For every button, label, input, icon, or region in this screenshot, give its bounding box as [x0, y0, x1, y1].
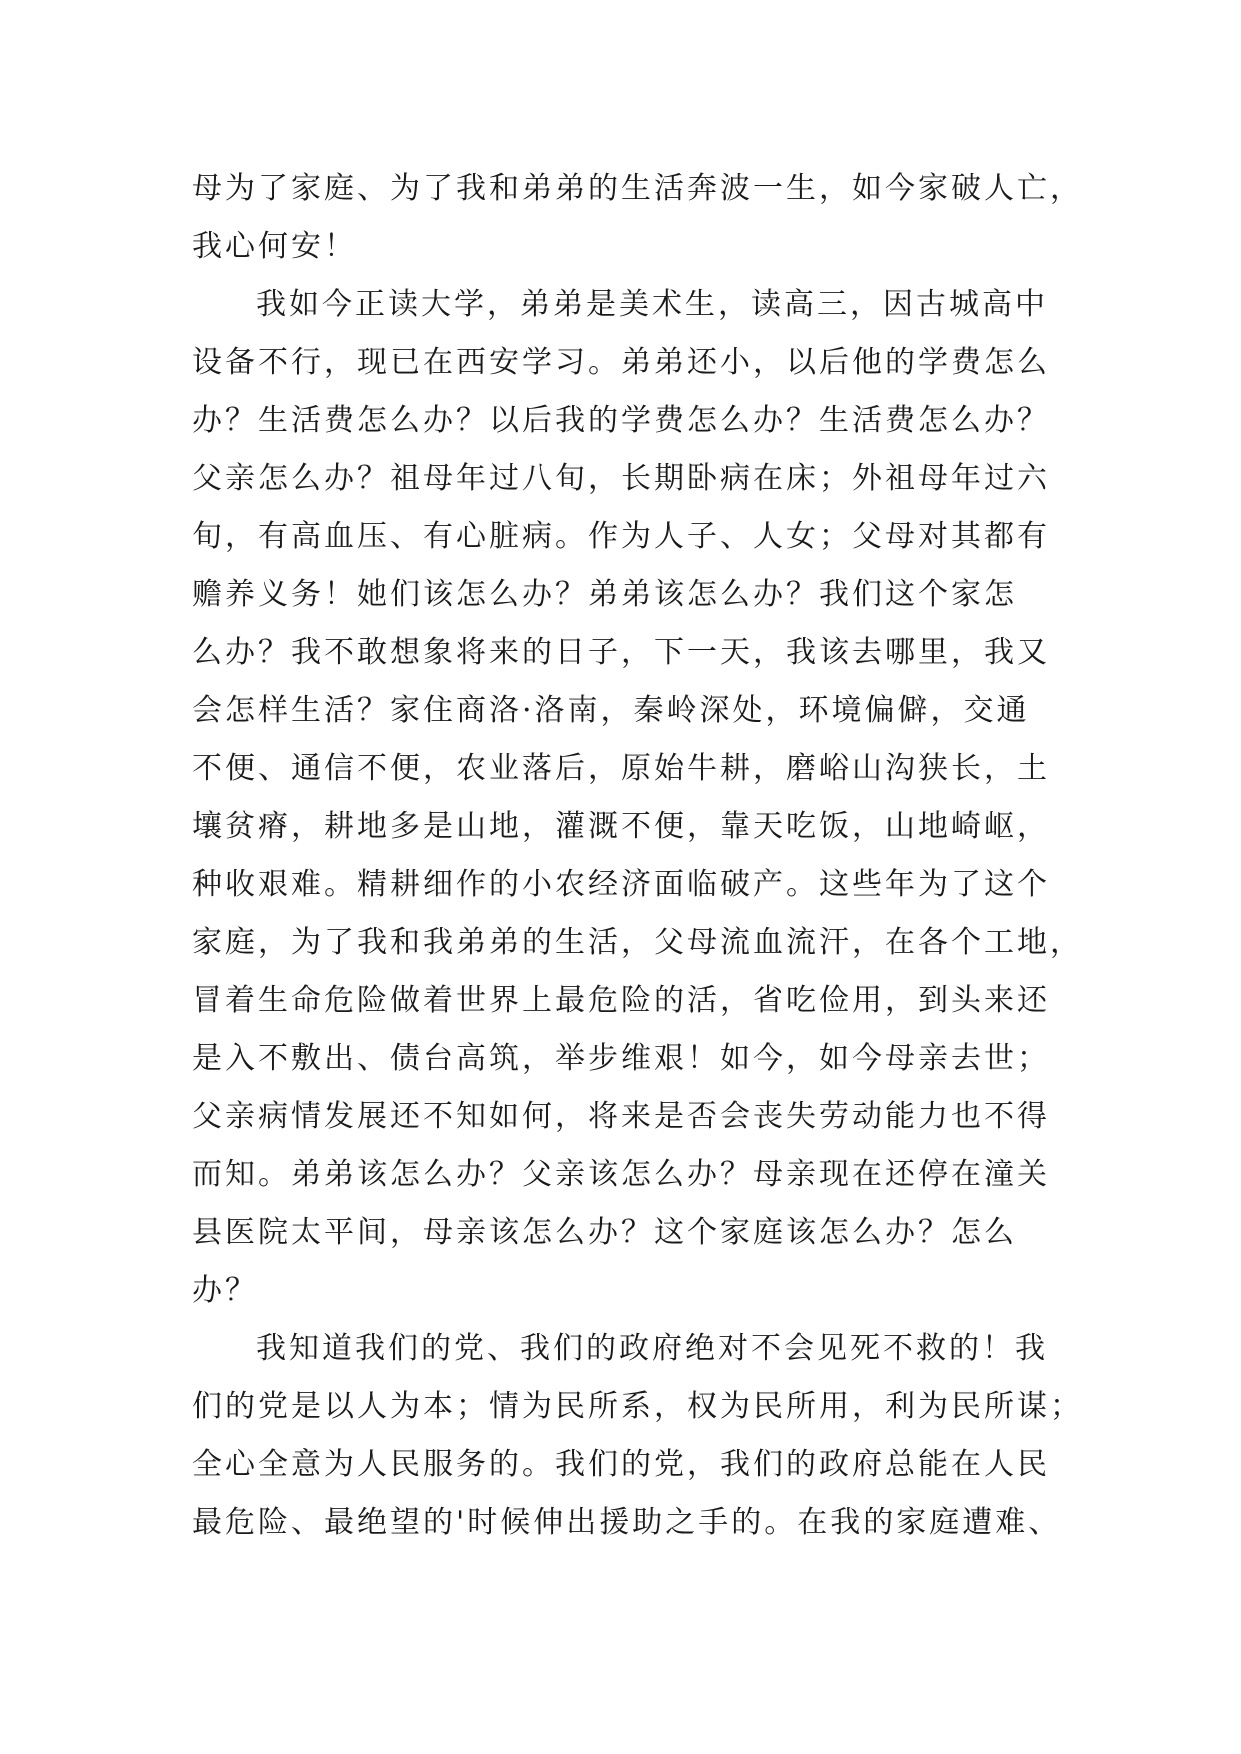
text-line: 家庭，为了我和我弟弟的生活，父母流血流汗，在各个工地，	[192, 925, 1083, 960]
text-line: 旬，有高血压、有心脏病。作为人子、人女；父母对其都有	[192, 519, 1050, 554]
text-line: 县医院太平间，母亲该怎么办？这个家庭该怎么办？怎么	[192, 1215, 1017, 1250]
text-line: 办？	[192, 1273, 258, 1308]
text-line: 种收艰难。精耕细作的小农经济面临破产。这些年为了这个	[192, 867, 1050, 902]
paragraph-first-line: 我知道我们的党、我们的政府绝对不会见死不救的！我	[256, 1331, 1048, 1366]
text-line: 办？生活费怎么办？以后我的学费怎么办？生活费怎么办？	[192, 403, 1050, 438]
text-line: 么办？我不敢想象将来的日子，下一天，我该去哪里，我又	[192, 635, 1050, 670]
text-line: 最危险、最绝望的'时候伸出援助之手的。在我的家庭遭难、	[192, 1505, 1062, 1540]
text-line: 而知。弟弟该怎么办？父亲该怎么办？母亲现在还停在潼关	[192, 1157, 1050, 1192]
text-line: 设备不行，现已在西安学习。弟弟还小，以后他的学费怎么	[192, 345, 1050, 380]
text-line: 父亲病情发展还不知如何，将来是否会丧失劳动能力也不得	[192, 1099, 1050, 1134]
text-line: 是入不敷出、债台高筑，举步维艰！如今，如今母亲去世；	[192, 1041, 1050, 1076]
text-line: 母为了家庭、为了我和弟弟的生活奔波一生，如今家破人亡，	[192, 171, 1083, 206]
text-line: 我心何安！	[192, 229, 357, 264]
text-line: 不便、通信不便，农业落后，原始牛耕，磨峪山沟狭长，土	[192, 751, 1050, 786]
text-line: 会怎样生活？家住商洛·洛南，秦岭深处，环境偏僻，交通	[192, 693, 1030, 728]
text-line: 赡养义务！她们该怎么办？弟弟该怎么办？我们这个家怎	[192, 577, 1017, 612]
text-line: 们的党是以人为本；情为民所系，权为民所用，利为民所谋；	[192, 1389, 1083, 1424]
paragraph-first-line: 我如今正读大学，弟弟是美术生，读高三，因古城高中	[256, 287, 1048, 322]
body-text	[192, 160, 1083, 1552]
text-line: 壤贫瘠，耕地多是山地，灌溉不便，靠天吃饭，山地崎岖，	[192, 809, 1050, 844]
text-line: 冒着生命危险做着世界上最危险的活，省吃俭用，到头来还	[192, 983, 1050, 1018]
text-line: 父亲怎么办？祖母年过八旬，长期卧病在床；外祖母年过六	[192, 461, 1050, 496]
text-line: 全心全意为人民服务的。我们的党，我们的政府总能在人民	[192, 1447, 1050, 1482]
